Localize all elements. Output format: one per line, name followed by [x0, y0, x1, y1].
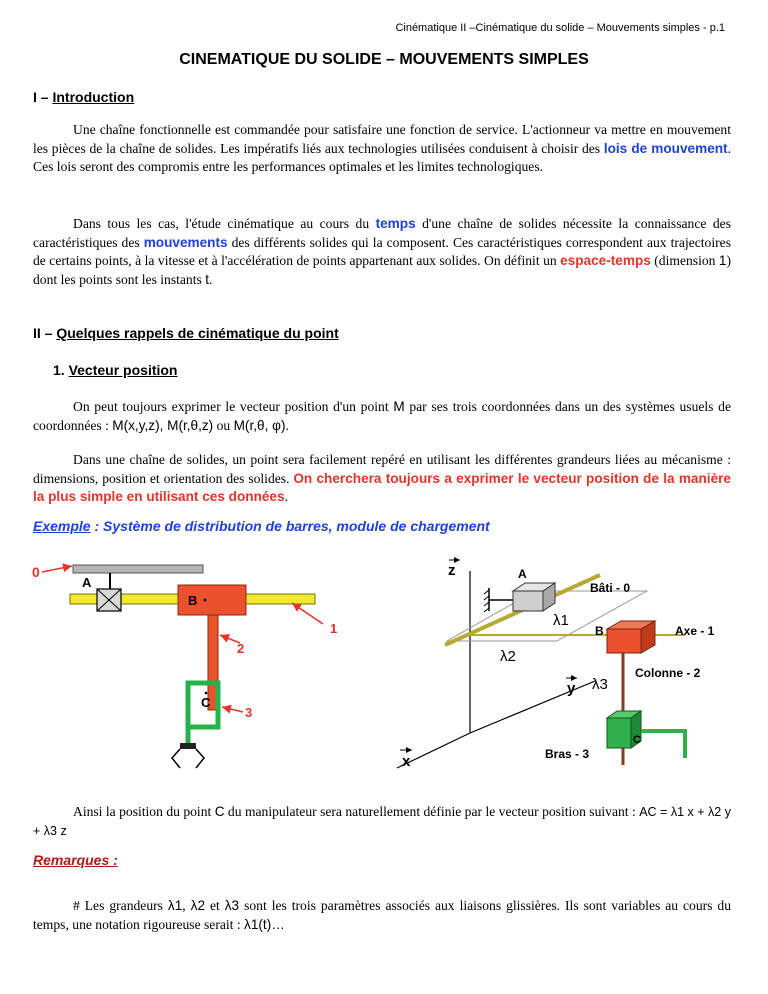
label-3: 3 — [245, 705, 253, 720]
arm-3 — [641, 731, 685, 758]
text-span: Dans une chaîne de solides, un point sera facilement repéré en utilisant les différentes grandeurs liées au mécanisme : dimensions, position et orientation des solides. — [33, 452, 731, 486]
label-a: A — [82, 575, 92, 590]
text-span: (dimension — [650, 253, 719, 268]
example-label: Exemple — [33, 518, 91, 534]
label-a: A — [518, 567, 527, 581]
label-colonne: Colonne - 2 — [635, 666, 701, 680]
text-span: du manipulateur sera naturellement définie par le vecteur position suivant : — [224, 804, 640, 819]
frame-bar — [73, 565, 203, 573]
subsection-1-number: 1. — [53, 362, 69, 378]
keyword-mouvements: mouvements — [143, 234, 228, 250]
label-bras: Bras - 3 — [545, 747, 590, 761]
label-b: B — [595, 624, 604, 638]
position-equation: AC = λ1 x + λ2 y + λ3 z — [33, 805, 731, 838]
intro-paragraph-1 — [33, 121, 731, 177]
perspective-figure — [385, 553, 730, 778]
block-a-front — [513, 591, 543, 611]
text-span: sont les trois paramètres associés aux liaisons glissières. Ils sont variables au cours du temps, une notation rigoureuse serait : — [33, 898, 732, 932]
gripper-body — [180, 743, 196, 749]
text-span: des différents solides qui la composent. Ces caractéristiques correspondent aux trajectoires de certains points, à la vitesse et à l'accélération de points appartenant aux solides. On définit un — [33, 234, 731, 268]
text-span: λ1(t)… — [244, 916, 285, 932]
example-heading — [33, 518, 490, 534]
gripper-jaws — [172, 749, 204, 768]
text-span: et — [205, 898, 225, 913]
intro-paragraph-2 — [33, 215, 731, 289]
text-span: d'une chaîne de solides nécessite la connaissance des caractéristiques des — [33, 216, 731, 250]
text-span: Ainsi la position du point — [73, 804, 215, 819]
text-span: On peut toujours exprimer le vecteur position d'un point — [73, 399, 394, 414]
text-span: ) dont les points sont les instants — [33, 253, 732, 287]
section-1-heading — [33, 89, 134, 105]
text-span: . — [208, 271, 213, 287]
text-span: λ3 — [224, 898, 240, 913]
section-2-number: II – — [33, 325, 57, 341]
text-span: C — [214, 804, 225, 819]
text-span: 1 — [718, 253, 727, 268]
text-span: . — [285, 417, 289, 433]
label-1: 1 — [330, 621, 338, 636]
text-span: # Les grandeurs — [73, 898, 168, 913]
text-span: λ1 — [167, 898, 183, 913]
page-title: CINEMATIQUE DU SOLIDE – MOUVEMENTS SIMPLES — [179, 51, 589, 68]
example-text: : Système de distribution de barres, module de chargement — [90, 518, 490, 534]
schematic-figure — [30, 555, 375, 775]
text-span: M — [393, 399, 405, 414]
label-bati: Bâti - 0 — [590, 581, 631, 595]
label-2: 2 — [237, 641, 245, 656]
text-span: . Ces lois seront des compromis entre les performances optimales et les limites technologiques. — [33, 140, 731, 174]
text-span: t — [205, 271, 209, 287]
arrow-1 — [292, 603, 323, 624]
keyword-temps: temps — [375, 216, 416, 231]
text-span: , — [182, 898, 191, 913]
label-lambda3: λ3 — [592, 676, 608, 693]
label-c: C — [201, 695, 211, 710]
arrow-3 — [222, 707, 243, 712]
label-lambda2: λ2 — [500, 648, 516, 665]
keyword-espace-temps: espace-temps — [560, 253, 651, 268]
section-1-title: Introduction — [52, 89, 135, 105]
page-header: Cinématique II –Cinématique du solide – Mouvements simples - p.1 — [395, 22, 725, 34]
keyword-lois-de-mouvement: lois de mouvement — [603, 140, 728, 156]
label-lambda1: λ1 — [553, 612, 569, 629]
emphasis-red: On cherchera toujours a exprimer le vecteur position de la manière la plus simple en utilisant ces données — [33, 470, 731, 504]
arrow-0 — [42, 566, 72, 572]
section-1-number: I – — [33, 89, 53, 105]
text-span: Dans tous les cas, l'étude cinématique au cours du — [73, 216, 376, 231]
y-label: y — [567, 680, 576, 697]
text-span: par ses trois coordonnées dans un des systèmes usuels de coordonnées : — [33, 399, 731, 433]
subsection-1-heading — [53, 362, 178, 378]
block-c-front — [607, 718, 631, 748]
remarks-heading: Remarques : — [33, 852, 118, 868]
position-paragraph-2 — [33, 451, 731, 507]
section-2-heading — [33, 325, 339, 341]
x-label: x — [402, 753, 411, 770]
label-0: 0 — [32, 564, 40, 580]
subsection-1-title: Vecteur position — [68, 362, 178, 378]
label-axe: Axe - 1 — [675, 624, 715, 638]
section-2-title: Quelques rappels de cinématique du point — [56, 325, 339, 341]
text-span: M(r,θ, φ) — [233, 417, 286, 433]
text-span: M(x,y,z), M(r,θ,z) — [112, 417, 214, 433]
label-b: B — [188, 593, 198, 608]
result-paragraph — [33, 803, 731, 840]
y-axis — [470, 681, 595, 733]
z-label: z — [448, 562, 456, 579]
label-c: C — [633, 734, 641, 746]
text-span: λ2 — [190, 898, 206, 913]
position-paragraph-1 — [33, 398, 731, 435]
text-span: Une chaîne fonctionnelle est commandée pour satisfaire une fonction de service. L'actionneur va mettre en mouvement les pièces de la chaîne de solides. Les impératifs liés aux technologies utilisées conduisent à choisir des — [33, 122, 731, 156]
remark-paragraph — [33, 897, 731, 934]
block-b-front — [607, 629, 641, 653]
text-span: . — [284, 489, 288, 504]
text-span: ou — [213, 417, 234, 433]
